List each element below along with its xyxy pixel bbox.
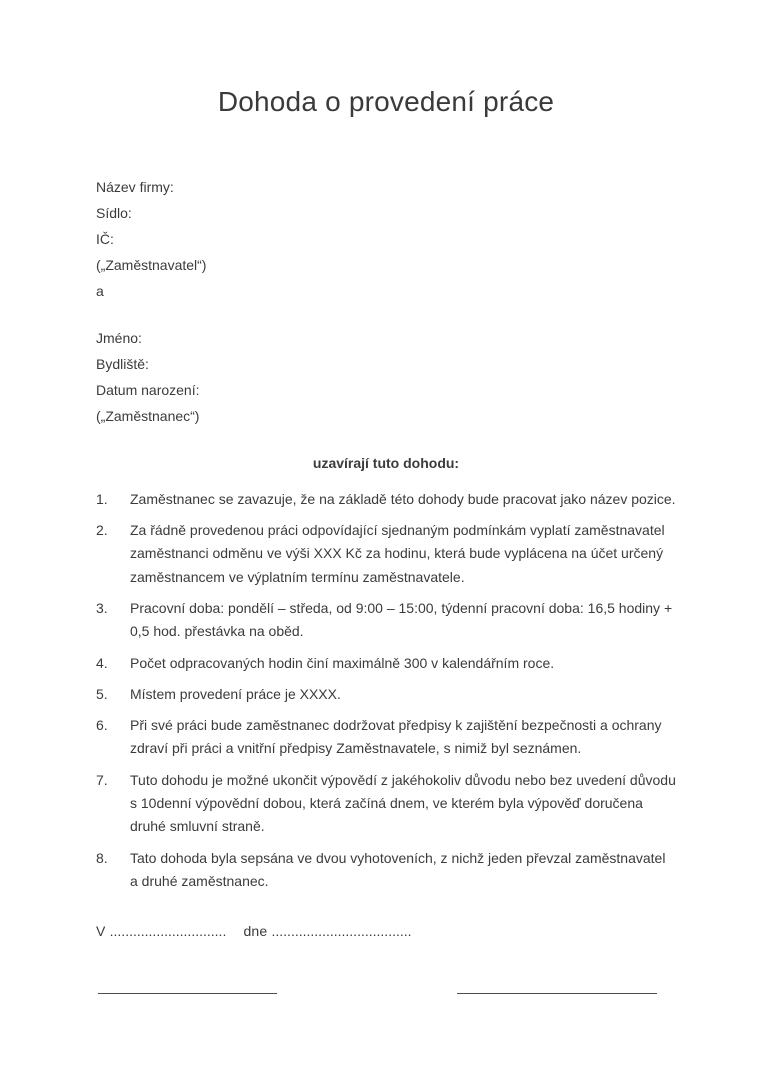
employee-residence-label: Bydliště: (96, 356, 149, 373)
section-heading: uzavírají tuto dohodu: (312, 455, 460, 472)
employee-name-label: Jméno: (96, 330, 142, 347)
place-label: V (96, 923, 106, 940)
employee-birthdate-label: Datum narození: (96, 382, 200, 399)
date-label: dne (243, 923, 268, 940)
clause-number: 7. (96, 771, 108, 788)
clause-number: 5. (96, 685, 108, 702)
clause-text: Tato dohoda byla sepsána ve dvou vyhotoveních, z nichž jeden převzal zaměstnavatel a druhé zaměstnanec. (130, 849, 666, 889)
place-date-line (96, 920, 676, 943)
clause-number: 3. (96, 599, 108, 616)
clause-item-1 (96, 488, 676, 511)
clause-text: Při své práci bude zaměstnanec dodržovat předpisy k zajištění bezpečnosti a ochrany zdraví při práci a vnitřní předpisy Zaměstnavatele, s nimiž byl seznámen. (130, 717, 662, 757)
clause-item-4 (96, 652, 676, 675)
clause-text: Tuto dohodu je možné ukončit výpovědí z jakéhokoliv důvodu nebo bez uvedení důvodu s 10denní výpovědní dobou, která začíná dnem, ve kterém byla výpověď doručena druhé smluvní straně. (130, 771, 676, 835)
employee-block (96, 327, 676, 428)
conjunction-and: a (96, 282, 104, 299)
clause-item-8 (96, 847, 676, 894)
signature-line-employer (98, 993, 277, 994)
clause-list (96, 488, 676, 893)
clause-number: 2. (96, 522, 108, 539)
clause-number: 6. (96, 717, 108, 734)
clause-number: 1. (96, 490, 108, 507)
clause-text: Pracovní doba: pondělí – středa, od 9:00 – 15:00, týdenní pracovní doba: 16,5 hodiny + 0,5 hod. přestávka na oběd. (130, 599, 673, 640)
clause-item-5 (96, 683, 676, 706)
document-title: Dohoda o provedení práce (217, 86, 555, 117)
employee-designation: („Zaměstnanec“) (96, 408, 200, 425)
signature-line-employee (457, 993, 657, 994)
place-blank: .............................. (109, 923, 227, 940)
clause-item-6 (96, 714, 676, 761)
date-blank: .................................... (271, 923, 412, 940)
employer-address-label: Sídlo: (96, 204, 132, 221)
employer-company-name-label: Název firmy: (96, 179, 174, 195)
employer-block (96, 176, 676, 277)
clause-item-7 (96, 769, 676, 839)
clause-item-3 (96, 597, 676, 644)
clause-text: Místem provedení práce je XXXX. (130, 685, 341, 702)
clause-text: Zaměstnanec se zavazuje, že na základě této dohody bude pracovat jako název pozice. (130, 490, 676, 507)
clause-text: Za řádně provedenou práci odpovídající sjednaným podmínkám vyplatí zaměstnavatel zaměstnanci odměnu ve výši XXX Kč za hodinu, která bude vyplácena na účet určený zaměstnancem ve výplatním termínu zaměstnavatele. (130, 522, 665, 585)
clause-number: 8. (96, 849, 108, 866)
clause-text: Počet odpracovaných hodin činí maximálně 300 v kalendářním roce. (130, 654, 555, 671)
clause-number: 4. (96, 654, 108, 671)
employer-company-id-label: IČ: (96, 230, 114, 247)
clause-item-2 (96, 519, 676, 589)
employer-designation: („Zaměstnavatel“) (96, 256, 207, 273)
